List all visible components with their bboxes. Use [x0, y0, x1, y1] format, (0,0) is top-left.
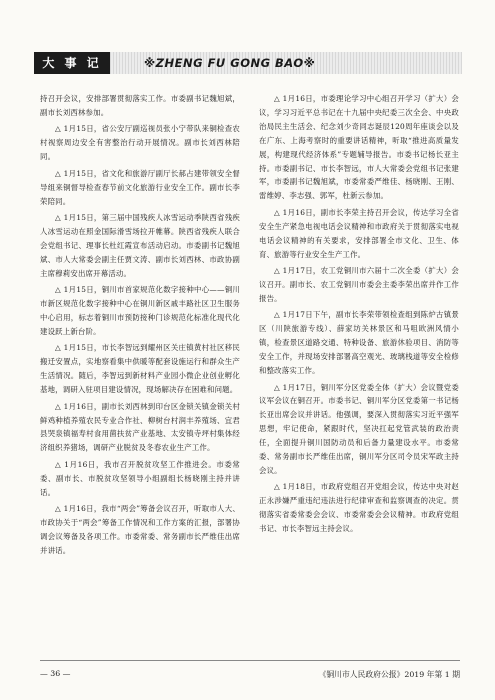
paragraph: △ 1月16日，市委理论学习中心组召开学习（扩大）会议，学习习近平总书记在十九届中央纪委三次全会、中央政治局民主生活会、纪念刘少奇同志诞辰120周年座谈会以及在广东、上海考察时的重要讲话精神，听取“推进高质量发展，构建现代经济体系”专题辅导报告。市委书记杨长亚主持。市委副书记、市长李智远，市人大常委会党组书记张建军，市委副书记魏旭斌，市委常委严维佳、杨晓刚、王刚、雷维婷、李志强、郭军，杜新云参加。: [259, 94, 459, 201]
paragraph: △ 1月15日，省文化和旅游厅副厅长郝占建带领安全督导组来铜督导检查春节前文化旅游行业安全工作。副市长李荣陪同。: [40, 168, 240, 206]
paragraph: △ 1月16日，我市召开脱贫攻坚工作推进会。市委常委、副市长、市脱贫攻坚领导小组副组长杨晓刚主持并讲话。: [40, 459, 240, 497]
paragraph: △ 1月16日，副市长李荣主持召开会议，传达学习全省安全生产紧急电视电话会议精神和市政府关于贯彻落实电视电话会议精神的有关要求，安排部署全市文化、卫生、体育、旅游等行业安全生产工作。: [259, 207, 459, 259]
paragraph: △ 1月15日，铜川市首家规范化数字接种中心——铜川市新区规范化数字接种中心在铜川新区戚丰路社区卫生服务中心启用，标志着铜川市预防接种门诊规范化标准化现代化建设跃上新台阶。: [40, 285, 240, 336]
journal-name: 《铜川市人民政府公报》2019 年第 1 期: [318, 670, 460, 679]
page-number: — 36 —: [40, 669, 71, 678]
paragraph: △ 1月17日下午，副市长李荣带领检查组到陈炉古镇景区（川陕旅游专线）、薛家坊关林景区和马咀欧洲风情小镇，检查景区道路交通、特种设备、旅游休验项目、消防等安全工作，并现场安排部署高空观光、玻璃栈道等安全检修和整改落实工作。: [259, 310, 459, 375]
page-footer: [40, 660, 460, 679]
paragraph: 持召开会议，安排部署贯彻落实工作。市委副书记魏旭斌，副市长刘西林参加。: [40, 94, 240, 117]
paragraph: △ 1月17日，农工党铜川市六届十二次全委（扩大）会议召开。副市长、农工党铜川市委会主委李荣出席并作工作报告。: [259, 266, 459, 303]
paragraph: △ 1月15日，市长李智远到耀州区关庄镇黄村社区移民搬迁安置点，实地察看集中供暖等配套设施运行和群众生产生活情况。随后，李智远到新材料产业园小微企业创业孵化基地，调研入驻项目建设情况，现场解决存在困难和问题。: [40, 343, 240, 395]
page-header: [34, 52, 462, 74]
paragraph: △ 1月16日，副市长刘西林到印台区金锁关镇金锁关村鲜鸡种植养殖农民专业合作社、柳树台村润丰养殖场、宜君县哭泉镇福寿村食用菌扶贫产业基地、太安镇寺坪村集体经济组织养猪场，调研产业脱贫及冬春农业生产工作。: [40, 401, 240, 453]
section-title: 大 事 记: [34, 52, 110, 74]
paragraph: △ 1月16日，我市“两会”筹备会议召开，听取市人大、市政协关于“两会”筹备工作情况和工作方案的汇报，部署协调会议筹备及各项工作。市委常委、常务副市长严维佳出席并讲话。: [40, 504, 240, 555]
right-column: [259, 92, 459, 539]
paragraph: △ 1月15日，省公安厅副巡视员张小宁带队来铜检查农村视察周边安全有害整治行动开展情况。副市长刘西林陪同。: [40, 124, 240, 162]
paragraph: △ 1月18日，市政府党组召开党组会议，传达中央对赵正永涉嫌严重违纪违法进行纪律审查和监察调查的决定。贯彻落实省委常委会会议、市委常委会会议精神。市政府党组书记、市长李智远主持会议。: [259, 482, 459, 534]
paragraph: △ 1月15日，第三届中国残疾人冰雪运动季陕西省残疾人冰雪运动在照金国际滑雪场拉开帷幕。陕西省残疾人联合会党组书记、理事长杜红霞宣布活动启动。市委副书记魏旭斌、市人大常委会副主任贾文涛、副市长刘西林、市政协副主席穆莉安出席开幕活动。: [40, 213, 240, 278]
banner-title: ※ZHENG FU GONG BAO※: [144, 56, 316, 70]
paragraph: △ 1月17日，铜川军分区党委全体（扩大）会议暨党委议军会议在铜召开。市委书记、铜川军分区党委第一书记杨长亚出席会议并讲话。他强调，要深入贯彻落实习近平强军思想，牢记使命，紧跟时代，坚决扛起党管武装的政治责任，全面提升铜川国防动员和后备力量建设水平。市委常委、常务副市长严维佳出席，铜川军分区司令员宋军政主持会议。: [259, 382, 459, 475]
left-column: [40, 92, 240, 560]
